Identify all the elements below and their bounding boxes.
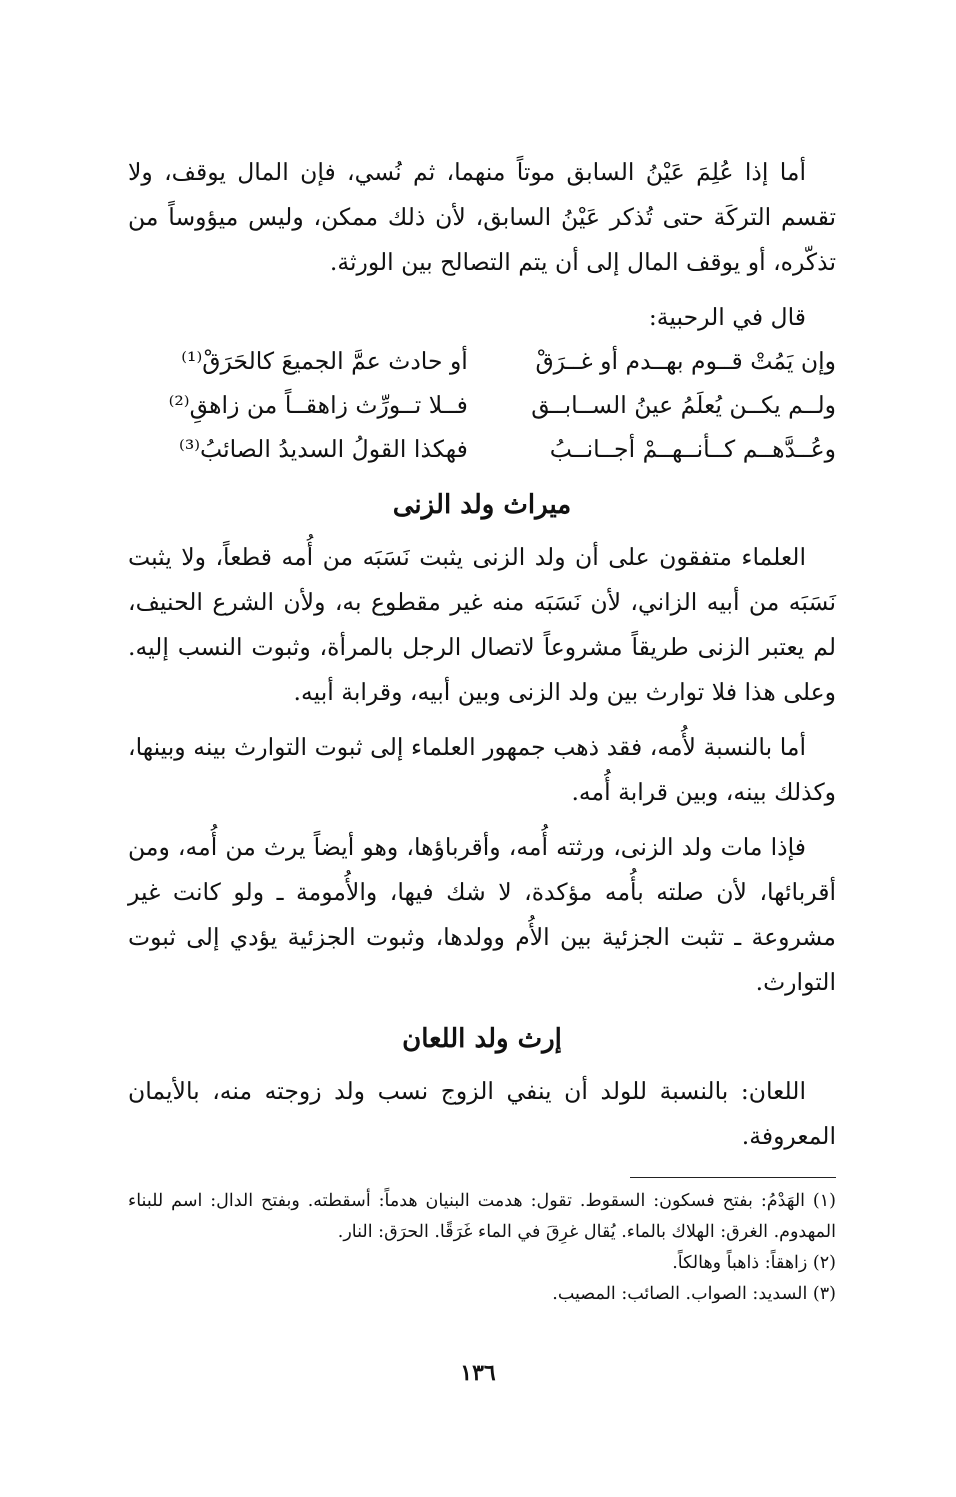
poem-verse-3: [128, 427, 836, 471]
poem-verse-2: [128, 383, 836, 427]
paragraph-intro: أما إذا عُلِمَ عَيْنُ السابق موتاً منهما، ثم نُسي، فإن المال يوقف، ولا تقسم التركَة حتى تُذكر عَيْنُ السابق، لأن ذلك ممكن، وليس ميؤوساً من تذكّره، أو يوقف المال إلى أن يتم التصالح بين الورثة.: [128, 158, 836, 276]
paragraph-zina-1: العلماء متفقون على أن ولد الزنى يثبت نَسَبَه من أُمه قطعاً، ولا يثبت نَسَبَه من أبيه الزاني، لأن نَسَبَه منه غير مقطوع به، ولأن الشرع الحنيف، لم يعتبر الزنى طريقاً مشروعاً لاتصال الرجل بالمرأة، وثبوت النسب إليه. وعلى هذا فلا توارث بين ولد الزنى وبين أبيه، وقرابة أبيه.: [128, 543, 836, 706]
verse-3-first-hemistich: وعُــدَّهــم كــأنــهــمْ أجــانــبُ: [549, 435, 836, 463]
footnote-2: (٢) زاهقاً: ذاهباً وهالكاً.: [672, 1253, 836, 1273]
poem-verse-1: [128, 339, 836, 383]
paragraph-zina-3: فإذا مات ولد الزنى، ورثته أُمه، وأقرباؤها، وهو أيضاً يرث من أُمه، ومن أقربائها، لأن صلته بأُمه مؤكدة، لا شك فيها، والأُمومة ـ ولو كانت غير مشروعة ـ تثبت الجزئية بين الأُم وولدها، وثبوت الجزئية يؤدي إلى ثبوت التوارث.: [128, 833, 836, 996]
footnotes: [128, 1186, 836, 1310]
verse-2-second-hemistich: فــلا تــورِّث زاهقــاً من زاهقِ⁽²⁾: [168, 391, 468, 419]
verse-1-first-hemistich: وإن يَمُتْ قــوم بهــدم أو غــرَقْ: [535, 347, 836, 375]
section-heading-lian: إرث ولد اللعان: [402, 1024, 562, 1054]
page-body: [128, 150, 836, 1310]
paragraph-zina-2: أما بالنسبة لأُمه، فقد ذهب جمهور العلماء إلى ثبوت التوارث بينه وبينها، وكذلك بينه، وبين قرابة أُمه.: [128, 733, 836, 806]
footnote-1: (١) الهَدْمُ: بفتح فسكون: السقوط. تقول: هدمت البنيان هدماً: أسقطته. وبفتح الدال: اسم للبناء المهدوم. الغرق: الهلاك بالماء. يُقال غرِقَ في الماء غَرَقًا. الحرَق: النار.: [128, 1191, 836, 1242]
verse-3-second-hemistich: فهكذا القولُ السديدُ الصائبُ⁽³⁾: [179, 435, 468, 463]
paragraph-lian-1: اللعان: بالنسبة للولد أن ينفي الزوج نسب ولد زوجته منه، بالأيمان المعروفة.: [128, 1077, 836, 1150]
footnote-3: (٣) السديد: الصواب. الصائب: المصيب.: [552, 1284, 836, 1304]
footnote-separator: [630, 1177, 836, 1178]
page-number: ١٣٦: [460, 1360, 496, 1386]
verse-1-second-hemistich: أو حادث عمَّ الجميعَ كالحَرَقْ⁽¹⁾: [181, 347, 468, 375]
verse-2-first-hemistich: ولــم يكــن يُعلَمُ عينُ الســابــق: [531, 391, 836, 419]
quote-label: قال في الرحبية:: [648, 303, 806, 331]
section-heading-zina: ميراث ولد الزنى: [392, 490, 572, 520]
poem: [128, 339, 836, 471]
